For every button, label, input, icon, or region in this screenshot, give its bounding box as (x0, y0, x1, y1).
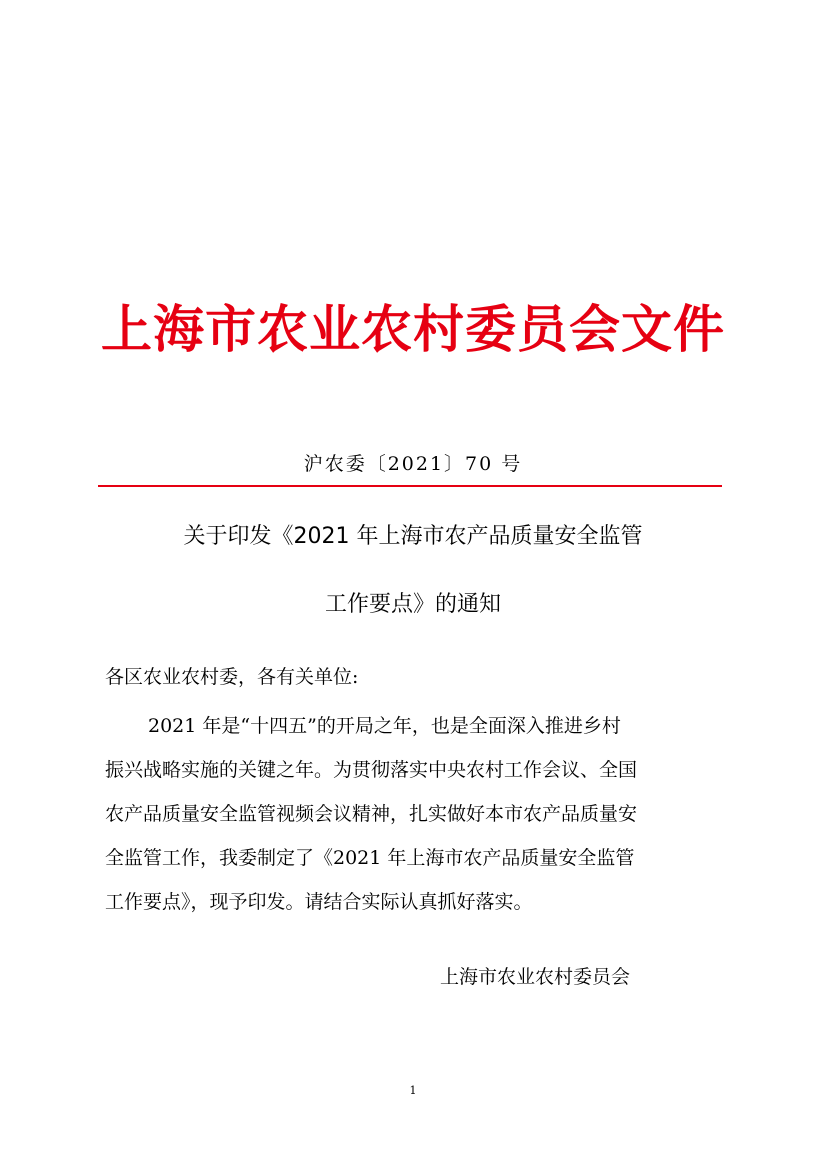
body-line: 农产品质量安全监管视频会议精神，扎实做好本市农产品质量安 (105, 803, 638, 825)
issuer-heading: 上海市农业农村委员会文件 (100, 301, 725, 360)
document-title-line-1: 关于印发《2021 年上海市农产品质量安全监管 (183, 524, 643, 549)
salutation: 各区农业农村委，各有关单位: (105, 666, 359, 688)
document-number: 沪农委〔2021〕70 号 (303, 453, 523, 475)
red-separator-line (98, 485, 722, 487)
page-number: 1 (409, 1084, 417, 1097)
body-line: 振兴战略实施的关键之年。为贯彻落实中央农村工作会议、全国 (105, 759, 638, 781)
signature-issuer: 上海市农业农村委员会 (440, 966, 631, 988)
body-line: 全监管工作，我委制定了《2021 年上海市农产品质量安全监管 (105, 847, 635, 869)
body-line: 工作要点》，现予印发。请结合实际认真抓好落实。 (105, 891, 533, 913)
document-title-line-2: 工作要点》的通知 (324, 592, 501, 617)
body-paragraph (105, 704, 720, 924)
body-line: 2021 年是“十四五”的开局之年，也是全面深入推进乡村 (148, 715, 621, 737)
